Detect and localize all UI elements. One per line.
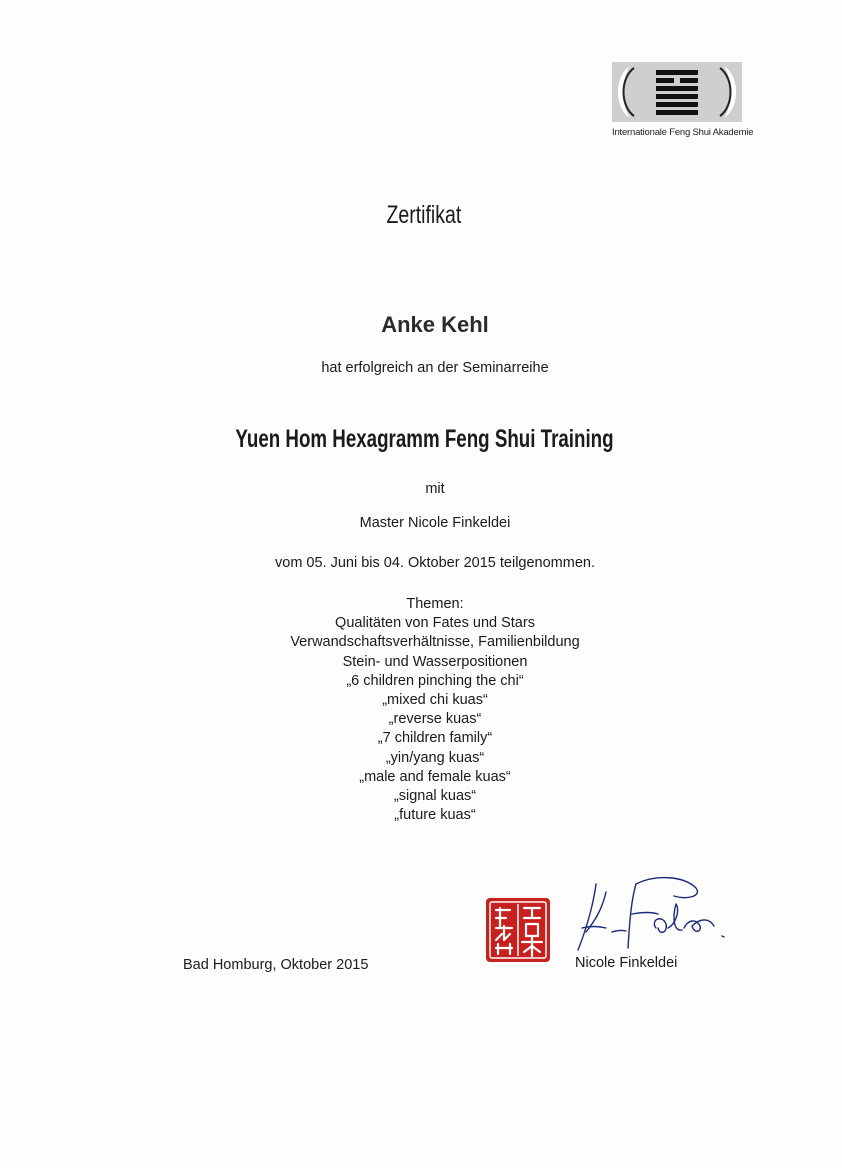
with-text: mit (425, 481, 445, 497)
topic-item: Stein- und Wasserpositionen (342, 653, 528, 670)
topic-item: „mixed chi kuas“ (382, 692, 488, 709)
signer-name: Nicole Finkeldei (575, 955, 678, 971)
handwritten-signature (572, 870, 737, 955)
hexagram-logo-icon (612, 62, 742, 122)
logo-caption: Internationale Feng Shui Akademie (612, 127, 754, 138)
topic-item: „6 children pinching the chi“ (346, 672, 524, 689)
course-title: Yuen Hom Hexagramm Feng Shui Training (235, 425, 614, 453)
certificate-title: Zertifikat (386, 201, 462, 229)
topic-item: „signal kuas“ (393, 788, 477, 805)
master-name: Master Nicole Finkeldei (359, 515, 511, 531)
topic-item: „future kuas“ (394, 807, 476, 824)
topic-item: Verwandschaftsverhältnisse, Familienbildung (290, 634, 580, 651)
topic-item: Qualitäten von Fates und Stars (335, 615, 535, 632)
topic-item: „yin/yang kuas“ (385, 749, 485, 766)
date-range-text: vom 05. Juni bis 04. Oktober 2015 teilgenommen. (275, 555, 595, 571)
red-seal-stamp (484, 896, 552, 964)
topic-item: „7 children family“ (377, 730, 493, 747)
recipient-name: Anke Kehl (381, 312, 489, 337)
place-date: Bad Homburg, Oktober 2015 (183, 957, 369, 973)
topics-heading: Themen: (406, 596, 464, 612)
topic-item: „reverse kuas“ (388, 711, 482, 728)
topic-item: „male and female kuas“ (359, 768, 511, 785)
intro-text: hat erfolgreich an der Seminarreihe (321, 360, 549, 376)
topics-list (14, 595, 842, 825)
